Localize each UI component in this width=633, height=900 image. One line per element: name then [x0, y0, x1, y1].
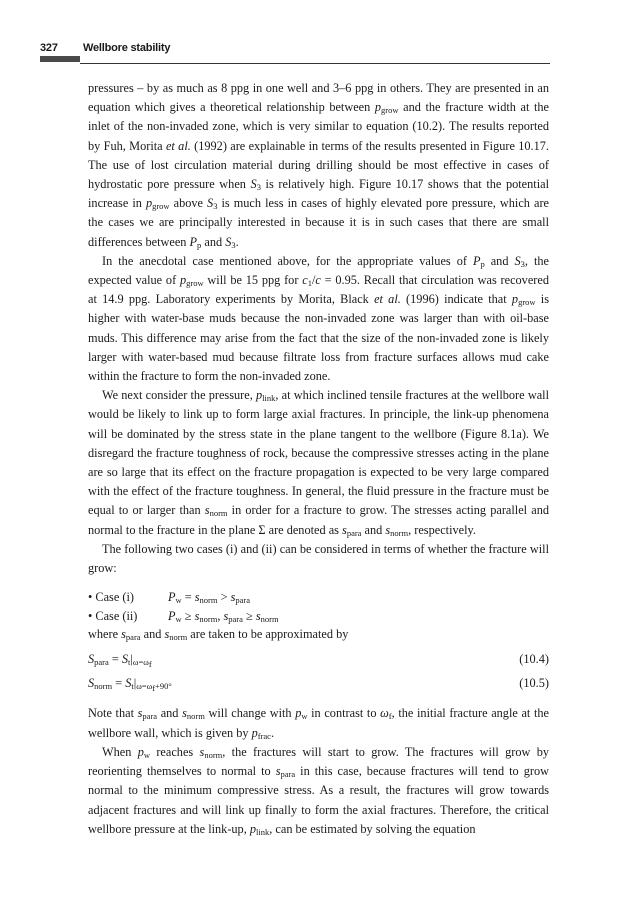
running-title: Wellbore stability — [83, 42, 171, 54]
case-expression: $P_w \ge s_{norm}$, $s_{para} \ge s_{norm}$ — [168, 608, 279, 624]
page-number: 327 — [40, 42, 58, 54]
equation — [88, 650, 549, 670]
paragraph: where $s_{para}$ and $s_{norm}$ are taken to be approximated by — [88, 627, 349, 643]
equation — [88, 674, 549, 694]
list-item — [88, 607, 549, 626]
header-bar — [40, 56, 80, 62]
equation-expression: $S_{para} = S_t|_{\omega=\omega_f}$ — [88, 652, 152, 670]
list-item — [88, 588, 549, 607]
paragraph: We next consider the pressure, $p_{link}$, at which inclined tensile fractures at the wellbore wall would be likely to link up to form large axial fractures. In principle, the link-up phenomena will be dominated by the stress state in the plane tangent to the wellbore (Figure 8.1a). We disregard the fracture toughness of rock, because the compressive stresses acting in the plane are so large that its effect on the fracture propagation is expected to be very large compared with the effect of the fracture toughness. In general, the fluid pressure in the fracture must be equal to or larger than $s_{norm}$ in order for a fracture to grow. The stresses acting parallel and normal to the fracture in the plane Σ are denoted as $s_{para}$ and $s_{norm}$, respectively. — [88, 388, 549, 538]
case-expression: $P_w = s_{norm} > s_{para}$ — [168, 590, 251, 606]
paragraph: In the anecdotal case mentioned above, for the appropriate values of $P_p$ and $S_3$, the expected value of $p_{grow}$ will be 15 ppg for $c_1/c = 0.95$. Recall that circulation was recovered at 14.9 ppg. Laboratory experiments by Morita, Black et al. (1996) indicate that $p_{grow}$ is higher with water-base muds because the non-invaded zone was larger than with oil-base muds. This difference may arise from the fact that the size of the non-invaded zone is likely larger with water-based mud because filtrate loss from fracture surfaces allows mud cake within the fracture to form the non-invaded zone. — [88, 253, 549, 384]
case-label: • Case (i) — [88, 590, 134, 605]
case-label: • Case (ii) — [88, 608, 138, 623]
header-rule — [80, 63, 550, 64]
equation-expression: $S_{norm} = S_t|_{\omega=\omega_f+90^\circ}$ — [88, 676, 172, 694]
paragraph: Note that $s_{para}$ and $s_{norm}$ will change with $p_w$ in contrast to $\omega_f$, the initial fracture angle at the wellbore wall, which is given by $p_{frac}$. — [88, 706, 549, 741]
paragraph: pressures – by as much as 8 ppg in one well and 3–6 ppg in others. They are presented in an equation which gives a theoretical relationship between $p_{grow}$ and the fracture width at the inlet of the non-invaded zone, which is very similar to equation (10.2). The results reported by Fuh, Morita et al. (1992) are explainable in terms of the results presented in Figure 10.17. The use of lost circulation material during drilling should be most effective in cases of hydrostatic pore pressure when $S_3$ is relatively high. Figure 10.17 shows that the potential increase in $p_{grow}$ above $S_3$ is much less in cases of highly elevated pore pressure, which are the cases we are principally interested in because it is in such cases that there are small differences between $P_p$ and $S_3$. — [88, 81, 550, 250]
equation-number: (10.5) — [519, 676, 549, 691]
paragraph: The following two cases (i) and (ii) can be considered in terms of whether the fracture will grow: — [88, 541, 549, 576]
body-text — [88, 79, 549, 839]
equation-block — [88, 650, 549, 694]
page-header — [40, 40, 550, 66]
paragraph: When $p_w$ reaches $s_{norm}$, the fractures will start to grow. The fractures will grow by reorienting themselves to normal to $s_{para}$ in this case, because fractures will tend to grow normal to the minimum compressive stress. As a result, the fractures will grow towards adjacent fractures and will link up finally to form the axial fractures. Therefore, the critical wellbore pressure at the link-up, $p_{link}$, can be estimated by solving the equation — [88, 744, 550, 837]
case-list — [88, 588, 549, 625]
equation-number: (10.4) — [519, 652, 549, 667]
